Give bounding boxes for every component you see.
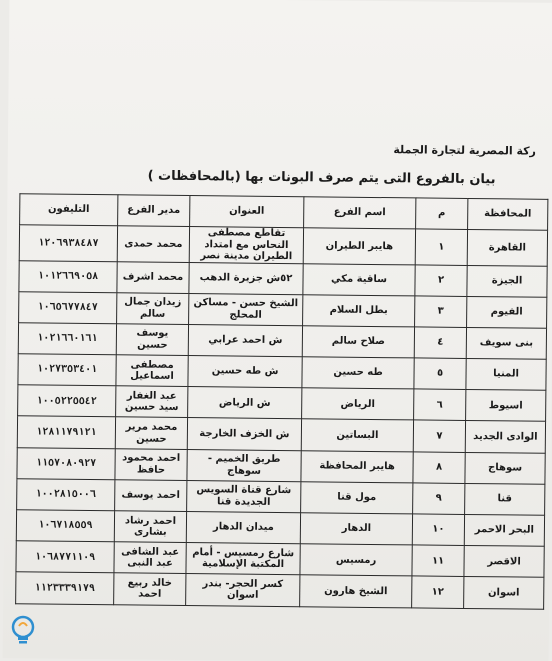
cell-governorate: قنا [465, 483, 545, 515]
cell-phone: ١٠٦٨٧٧١١٠٩ [16, 541, 114, 573]
cell-address: ش احمد عرابي [188, 324, 302, 356]
cell-governorate: الفيوم [467, 296, 547, 328]
cell-address: شارع قناة السويس الجديدة قنا [187, 480, 301, 512]
cell-num: ٦ [414, 389, 466, 421]
cell-phone: ١٠٦٧١٨٥٥٩ [16, 510, 114, 542]
cell-phone: ١١٢٣٣٣٩١٧٩ [16, 572, 114, 604]
cell-num: ١ [415, 229, 467, 265]
cell-manager: زيدان جمال سالم [117, 292, 189, 324]
cell-phone: ١١٥٧٠٨٠٩٢٧ [17, 447, 115, 479]
cell-branch: صلاح سالم [302, 326, 414, 358]
cell-address: ش الخزف الخارجة [187, 418, 301, 450]
cell-address: شارع رمسيس - أمام المكتبة الإسلامية [186, 543, 300, 575]
cell-branch: الدهار [300, 513, 412, 545]
column-header-manager: مدير الفرع [118, 195, 190, 227]
cell-address: طريق الخميم - سوهاج [187, 449, 301, 481]
cell-governorate: بنى سويف [466, 327, 546, 359]
cell-num: ٥ [414, 358, 466, 390]
column-header-governorate: المحافظة [468, 198, 548, 230]
cell-num: ٢ [415, 264, 467, 296]
lightbulb-logo-icon [6, 612, 40, 646]
document-title: بيان بالفروع التى يتم صرف البونات بها (بالمحافظات ) [147, 168, 496, 188]
cell-num: ١٢ [412, 576, 464, 608]
cell-manager: احمد محمود حافظ [115, 448, 187, 480]
cell-governorate: الاقصر [464, 546, 544, 578]
cell-address: كسر الحجر- بندر اسوان [186, 574, 300, 606]
cell-manager: يوسف حسين [116, 324, 188, 356]
cell-num: ٨ [413, 452, 465, 484]
cell-num: ٧ [413, 420, 465, 452]
cell-address: تقاطع مصطفى النحاس مع امتداد الطيران مدينة نصر [189, 227, 303, 264]
cell-address: ش طه حسين [188, 356, 302, 388]
cell-phone: ١٠٠٥٢٢٥٥٤٢ [18, 385, 116, 417]
cell-manager: احمد يوسف [115, 480, 187, 512]
cell-phone: ١٠٦٥٦٧٧٨٤٧ [19, 291, 117, 323]
column-header-phone: التليفون [20, 194, 118, 226]
cell-branch: هايبر المحافظة [301, 450, 413, 482]
cell-num: ٤ [414, 327, 466, 359]
cell-phone: ١٠١٢٦٦٩٠٥٨ [19, 260, 117, 292]
cell-governorate: اسيوط [466, 390, 546, 422]
cell-branch: الرياض [302, 388, 414, 420]
cell-manager: عبد الشافى عبد النبى [114, 542, 186, 574]
cell-branch: هايبر الطيران [303, 228, 415, 265]
organization-name: ركة المصرية لتجارة الجملة [393, 143, 536, 158]
cell-branch: الشيخ هارون [300, 575, 412, 607]
cell-address: ش الرياض [188, 387, 302, 419]
cell-governorate: الجيزة [467, 265, 547, 297]
cell-branch: ساقية مكي [303, 263, 415, 295]
cell-manager: احمد رشاد بشارى [114, 511, 186, 543]
column-header-num: م [416, 198, 468, 230]
column-header-address: العنوان [190, 196, 304, 228]
cell-manager: عبد الغفار سيد حسين [116, 386, 188, 418]
cell-address: ٥٢ش جزيرة الدهب [189, 262, 303, 294]
cell-manager: محمد اشرف [117, 261, 189, 293]
cell-manager: مصطفى اسماعيل [116, 355, 188, 387]
cell-governorate: المنيا [466, 359, 546, 391]
cell-branch: مول قنا [301, 482, 413, 514]
cell-num: ٩ [413, 483, 465, 515]
cell-manager: محمد حمدى [117, 226, 189, 262]
cell-address: الشيخ حسن - مساكن المحلج [189, 293, 303, 325]
cell-phone: ١٢٠٦٩٣٨٤٨٧ [19, 225, 117, 262]
cell-num: ١٠ [412, 514, 464, 546]
cell-num: ٣ [415, 296, 467, 328]
cell-address: ميدان الدهار [186, 512, 300, 544]
cell-branch: البساتين [301, 419, 413, 451]
cell-phone: ١٠٠٢٨١٥٠٠٦ [17, 479, 115, 511]
cell-governorate: اسوان [464, 577, 544, 609]
cell-governorate: البحر الاحمر [464, 514, 544, 546]
cell-branch: بطل السلام [303, 294, 415, 326]
cell-manager: محمد مرير حسين [115, 417, 187, 449]
cell-phone: ١٢٨١١٧٩١٢١ [17, 416, 115, 448]
column-header-branch: اسم الفرع [304, 197, 416, 229]
cell-governorate: الوادى الجديد [465, 421, 545, 453]
cell-manager: خالد ربيع احمد [114, 573, 186, 605]
cell-num: ١١ [412, 545, 464, 577]
table-row [16, 572, 544, 609]
scanned-document [3, 0, 552, 661]
cell-branch: طه حسين [302, 357, 414, 389]
cell-governorate: سوهاج [465, 452, 545, 484]
cell-governorate: القاهرة [467, 229, 547, 265]
cell-phone: ١٠٢٧٣٥٣٤٠١ [18, 354, 116, 386]
table-row [19, 225, 547, 266]
cell-phone: ١٠٢١٦٦٠١٦١ [18, 323, 116, 355]
branches-table [15, 193, 548, 609]
cell-branch: رمسيس [300, 544, 412, 576]
